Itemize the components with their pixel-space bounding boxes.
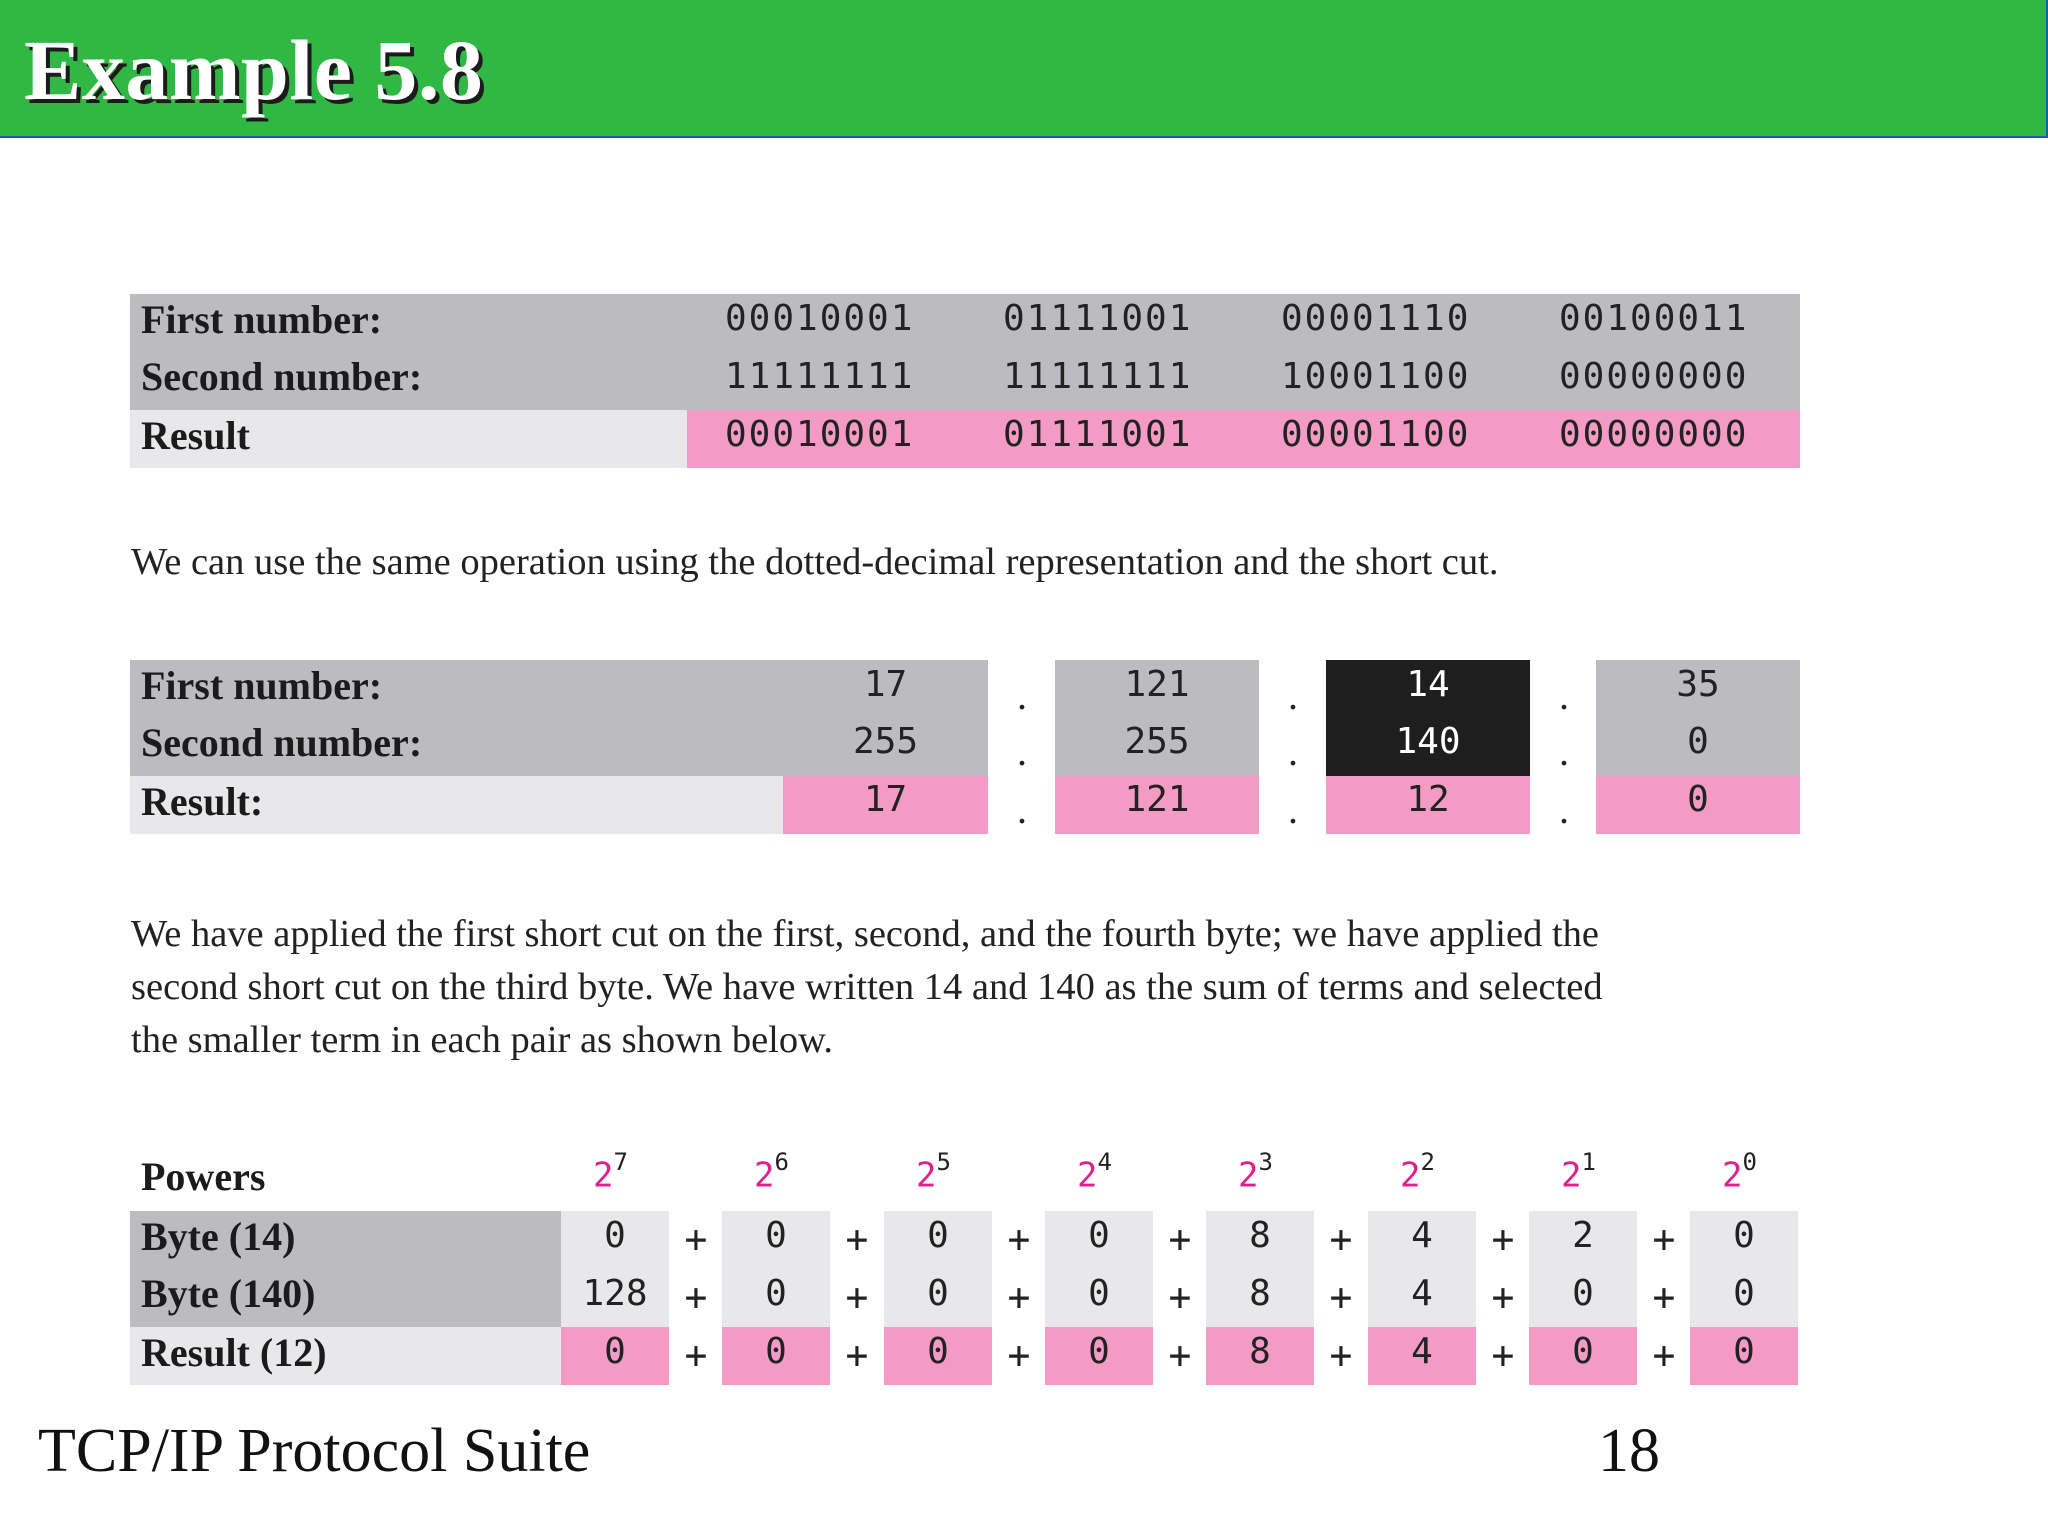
powers-result-value: 8	[1249, 1331, 1271, 1372]
powers-value: 0	[1733, 1215, 1755, 1256]
binary-byte: 00100011	[1559, 298, 1749, 339]
plus-operator: +	[1652, 1275, 1676, 1319]
decimal-result-value: 121	[1124, 779, 1190, 820]
decimal-value: 121	[1124, 664, 1190, 705]
powers-result-value: 0	[1572, 1331, 1594, 1372]
powers-result-value: 0	[1088, 1331, 1110, 1372]
plus-operator: +	[684, 1217, 708, 1261]
plus-operator: +	[1491, 1217, 1515, 1261]
power-base: 2	[754, 1155, 775, 1196]
power-exponent: 3	[1258, 1148, 1273, 1176]
binary-byte: 00010001	[725, 298, 915, 339]
power-of-two-header	[1400, 1148, 1435, 1196]
binary-result-byte: 00000000	[1559, 414, 1749, 455]
binary-byte: 00001110	[1281, 298, 1471, 339]
powers-value: 2	[1572, 1215, 1594, 1256]
power-exponent: 6	[774, 1148, 789, 1176]
binary-row-label: Result	[141, 413, 250, 458]
plus-operator: +	[1007, 1217, 1031, 1261]
power-base: 2	[1238, 1155, 1259, 1196]
powers-result-value: 0	[927, 1331, 949, 1372]
powers-value: 0	[1088, 1215, 1110, 1256]
binary-byte: 00000000	[1559, 356, 1749, 397]
plus-operator: +	[1168, 1333, 1192, 1377]
plus-operator: +	[1168, 1217, 1192, 1261]
dot-separator: .	[1288, 729, 1298, 774]
slide-title: Example 5.8	[24, 22, 484, 118]
power-base: 2	[1561, 1155, 1582, 1196]
decimal-value: 140	[1395, 721, 1461, 762]
powers-row-label: Byte (140)	[141, 1271, 316, 1316]
power-exponent: 2	[1420, 1148, 1435, 1176]
powers-value: 0	[765, 1273, 787, 1314]
dot-separator: .	[1559, 673, 1569, 718]
binary-row-label: First number:	[141, 297, 383, 342]
decimal-row-label: Result:	[141, 779, 264, 824]
power-exponent: 5	[936, 1148, 951, 1176]
binary-result-byte: 00001100	[1281, 414, 1471, 455]
power-base: 2	[1077, 1155, 1098, 1196]
dot-separator: .	[1559, 729, 1569, 774]
powers-value: 0	[604, 1215, 626, 1256]
power-exponent: 0	[1742, 1148, 1757, 1176]
paragraph-line: second short cut on the third byte. We have written 14 and 140 as the sum of terms and selected	[131, 966, 1603, 1008]
plus-operator: +	[845, 1217, 869, 1261]
power-of-two-header	[754, 1148, 789, 1196]
powers-value: 0	[1572, 1273, 1594, 1314]
plus-operator: +	[1652, 1217, 1676, 1261]
dot-separator: .	[1017, 787, 1027, 832]
power-base: 2	[593, 1155, 614, 1196]
powers-value: 128	[582, 1273, 648, 1314]
binary-byte: 11111111	[725, 356, 915, 397]
plus-operator: +	[1007, 1275, 1031, 1319]
decimal-row-label: Second number:	[141, 720, 423, 765]
paragraph-dotted-decimal: We can use the same operation using the dotted-decimal representation and the short cut.	[131, 541, 1499, 583]
power-base: 2	[1722, 1155, 1743, 1196]
paragraph-line: the smaller term in each pair as shown below.	[131, 1019, 834, 1061]
powers-value: 0	[1088, 1273, 1110, 1314]
power-of-two-header	[1238, 1148, 1273, 1196]
powers-value: 4	[1411, 1215, 1433, 1256]
power-of-two-header	[1561, 1148, 1596, 1196]
power-exponent: 7	[613, 1148, 628, 1176]
power-base: 2	[1400, 1155, 1421, 1196]
paragraph-explanation	[131, 908, 1811, 1067]
dot-separator: .	[1288, 673, 1298, 718]
binary-result-byte: 01111001	[1003, 414, 1193, 455]
decimal-result-value: 12	[1406, 779, 1450, 820]
plus-operator: +	[1491, 1275, 1515, 1319]
power-of-two-header	[1722, 1148, 1757, 1196]
power-of-two-header	[916, 1148, 951, 1196]
title-bar	[0, 0, 2048, 138]
footer-title: TCP/IP Protocol Suite	[38, 1417, 591, 1485]
powers-value: 4	[1411, 1273, 1433, 1314]
plus-operator: +	[684, 1275, 708, 1319]
decimal-result-value: 0	[1687, 779, 1709, 820]
powers-value: 0	[927, 1215, 949, 1256]
plus-operator: +	[1329, 1275, 1353, 1319]
power-exponent: 4	[1097, 1148, 1112, 1176]
powers-value: 0	[765, 1215, 787, 1256]
plus-operator: +	[1329, 1217, 1353, 1261]
dot-separator: .	[1288, 787, 1298, 832]
decimal-value: 35	[1676, 664, 1720, 705]
powers-value: 0	[927, 1273, 949, 1314]
binary-row-label: Second number:	[141, 354, 423, 399]
powers-result-value: 0	[765, 1331, 787, 1372]
power-of-two-header	[593, 1148, 628, 1196]
decimal-value: 14	[1406, 664, 1450, 705]
decimal-row-label: First number:	[141, 663, 383, 708]
power-exponent: 1	[1581, 1148, 1596, 1176]
powers-header-label: Powers	[141, 1154, 266, 1199]
power-of-two-header	[1077, 1148, 1112, 1196]
binary-result-byte: 00010001	[725, 414, 915, 455]
powers-value: 8	[1249, 1273, 1271, 1314]
powers-row-label: Byte (14)	[141, 1214, 296, 1259]
plus-operator: +	[1329, 1333, 1353, 1377]
plus-operator: +	[1652, 1333, 1676, 1377]
decimal-value: 17	[863, 664, 908, 705]
plus-operator: +	[684, 1333, 708, 1377]
plus-operator: +	[845, 1275, 869, 1319]
decimal-value: 255	[852, 721, 919, 762]
dot-separator: .	[1017, 729, 1027, 774]
powers-result-value: 0	[604, 1331, 626, 1372]
binary-byte: 11111111	[1003, 356, 1193, 397]
plus-operator: +	[1007, 1333, 1031, 1377]
plus-operator: +	[1168, 1275, 1192, 1319]
powers-value: 8	[1249, 1215, 1271, 1256]
dot-separator: .	[1559, 787, 1569, 832]
paragraph-line: We have applied the first short cut on the first, second, and the fourth byte; we have applied the	[131, 913, 1600, 955]
binary-byte: 10001100	[1281, 356, 1471, 397]
powers-value: 0	[1733, 1273, 1755, 1314]
decimal-value: 255	[1124, 721, 1190, 762]
decimal-result-value: 17	[863, 779, 908, 820]
powers-row-label: Result (12)	[141, 1330, 327, 1375]
powers-result-value: 0	[1733, 1331, 1755, 1372]
plus-operator: +	[1491, 1333, 1515, 1377]
powers-result-value: 4	[1411, 1331, 1433, 1372]
dot-separator: .	[1017, 673, 1027, 718]
power-base: 2	[916, 1155, 937, 1196]
page-number: 18	[1598, 1417, 1660, 1485]
plus-operator: +	[845, 1333, 869, 1377]
decimal-value: 0	[1687, 721, 1709, 762]
binary-byte: 01111001	[1003, 298, 1193, 339]
